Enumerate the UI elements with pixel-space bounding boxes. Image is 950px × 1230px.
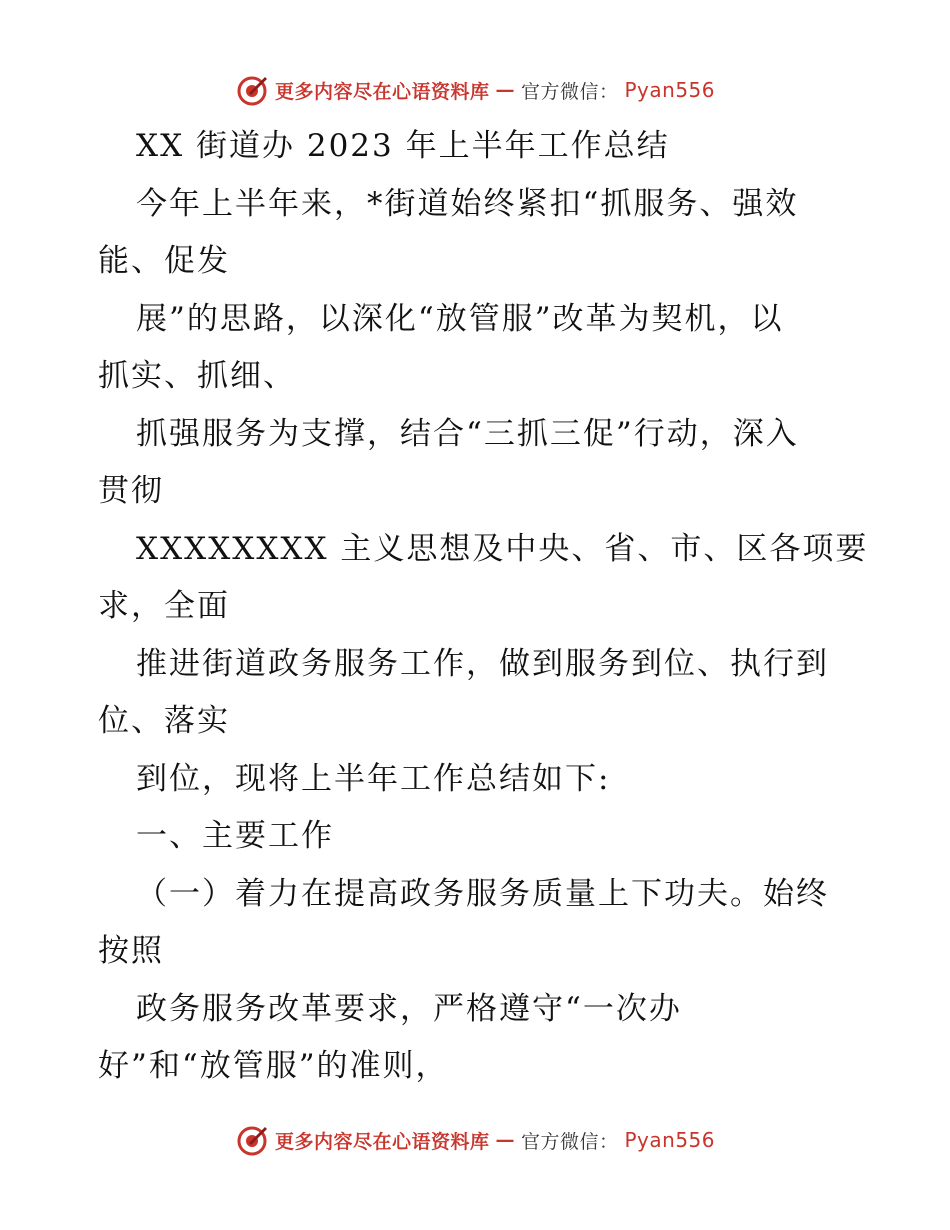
- paragraph-line: 贯彻: [98, 473, 164, 509]
- paragraph-line: 到位，现将上半年工作总结如下:: [136, 760, 611, 797]
- paragraph-line: 展”的思路，以深化“放管服”改革为契机，以: [136, 300, 784, 337]
- banner-dash: —: [495, 79, 515, 101]
- paragraph-line: 今年上半年来，*街道始终紧扣“抓服务、强效: [136, 185, 799, 222]
- banner-slogan: 更多内容尽在心语资料库: [274, 80, 490, 103]
- paragraph-line: XXXXXXXX 主义思想及中央、省、市、区各项要: [136, 530, 869, 567]
- brush-logo-icon: [235, 73, 269, 107]
- section-heading: 一、主要工作: [136, 818, 334, 854]
- banner-wechat-id: Pyan556: [624, 1128, 716, 1152]
- paragraph-line: 求，全面: [98, 588, 230, 624]
- paragraph-line: 按照: [98, 933, 164, 969]
- paragraph-line: （一）着力在提高政务服务质量上下功夫。始终: [136, 875, 829, 912]
- footer-banner: [0, 1120, 950, 1160]
- banner-slogan: 更多内容尽在心语资料库: [274, 1130, 490, 1153]
- paragraph-line: 好”和“放管服”的准则，: [98, 1048, 449, 1084]
- paragraph-line: 推进街道政务服务工作，做到服务到位、执行到: [136, 645, 829, 682]
- paragraph-line: 位、落实: [98, 703, 230, 739]
- brush-logo-icon: [235, 1123, 269, 1157]
- document-title: XX 街道办 2023 年上半年工作总结: [136, 128, 670, 164]
- paragraph-line: 抓强服务为支撑，结合“三抓三促”行动，深入: [136, 415, 799, 452]
- banner-wechat-id: Pyan556: [624, 78, 716, 102]
- banner-wechat-label: 官方微信：: [520, 1130, 619, 1153]
- paragraph-line: 政务服务改革要求，严格遵守“一次办: [136, 990, 682, 1027]
- header-banner: [0, 70, 950, 110]
- paragraph-line: 能、促发: [98, 243, 230, 279]
- paragraph-line: 抓实、抓细、: [98, 358, 296, 394]
- banner-dash: —: [495, 1129, 515, 1151]
- document-body: [98, 118, 869, 1096]
- banner-wechat-label: 官方微信：: [520, 80, 619, 103]
